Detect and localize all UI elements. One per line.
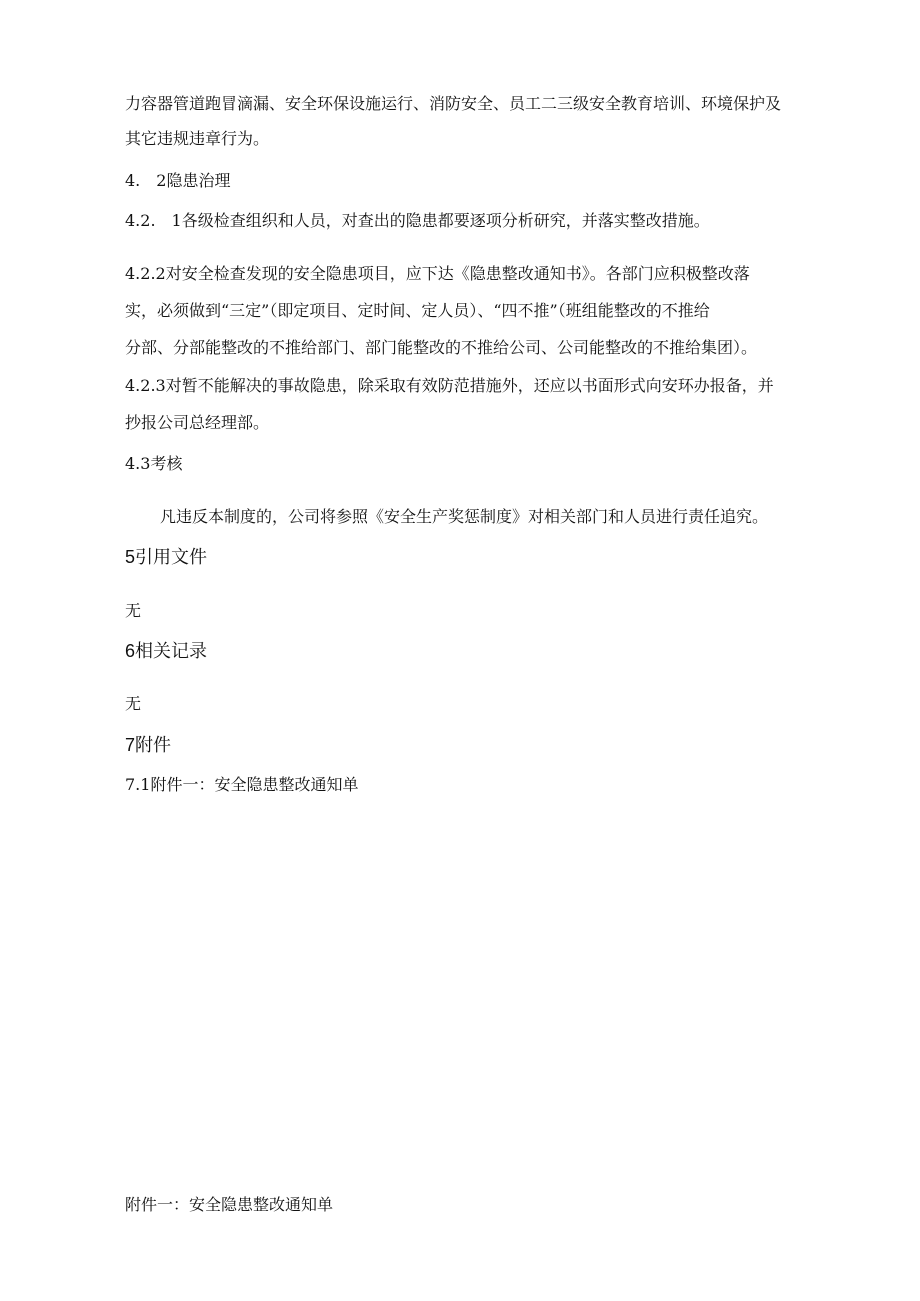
section-4-2-title: 4. 2隐患治理 [125,171,231,190]
section-7-title: 7附件 [125,735,172,755]
section-5-title: 5引用文件 [125,547,208,567]
item-4-2-1: 4.2. 1各级检查组织和人员，对查出的隐患都要逐项分析研究，并落实整改措施。 [125,211,710,230]
item-4-2-2-line: 分部、分部能整改的不推给部门、部门能整改的不推给公司、公司能整改的不推给集团）。 [125,338,758,357]
paragraph-line: 其它违规违章行为。 [125,129,270,148]
item-4-2-2-line: 4.2.2对安全检查发现的安全隐患项目，应下达《隐患整改通知书》。各部门应积极整改落 [125,264,750,283]
item-4-2-3-line: 4.2.3对暂不能解决的事故隐患，除采取有效防范措施外，还应以书面形式向安环办报备，并 [125,376,774,395]
section-5-body: 无 [125,601,142,620]
attachment-heading: 附件一：安全隐患整改通知单 [125,1195,334,1214]
item-4-2-2-line: 实，必须做到“三定”（即定项目、定时间、定人员）、“四不推”（班组能整改的不推给 [125,301,710,320]
section-4-3-title: 4.3考核 [125,454,183,473]
section-6-title: 6相关记录 [125,641,208,661]
section-6-body: 无 [125,694,142,713]
item-7-1: 7.1附件一：安全隐患整改通知单 [125,775,359,794]
section-4-3-body: 凡违反本制度的，公司将参照《安全生产奖惩制度》对相关部门和人员进行责任追究。 [160,507,769,526]
paragraph-line: 力容器管道跑冒滴漏、安全环保设施运行、消防安全、员工二三级安全教育培训、环境保护及 [125,94,782,113]
item-4-2-3-line: 抄报公司总经理部。 [125,413,270,432]
